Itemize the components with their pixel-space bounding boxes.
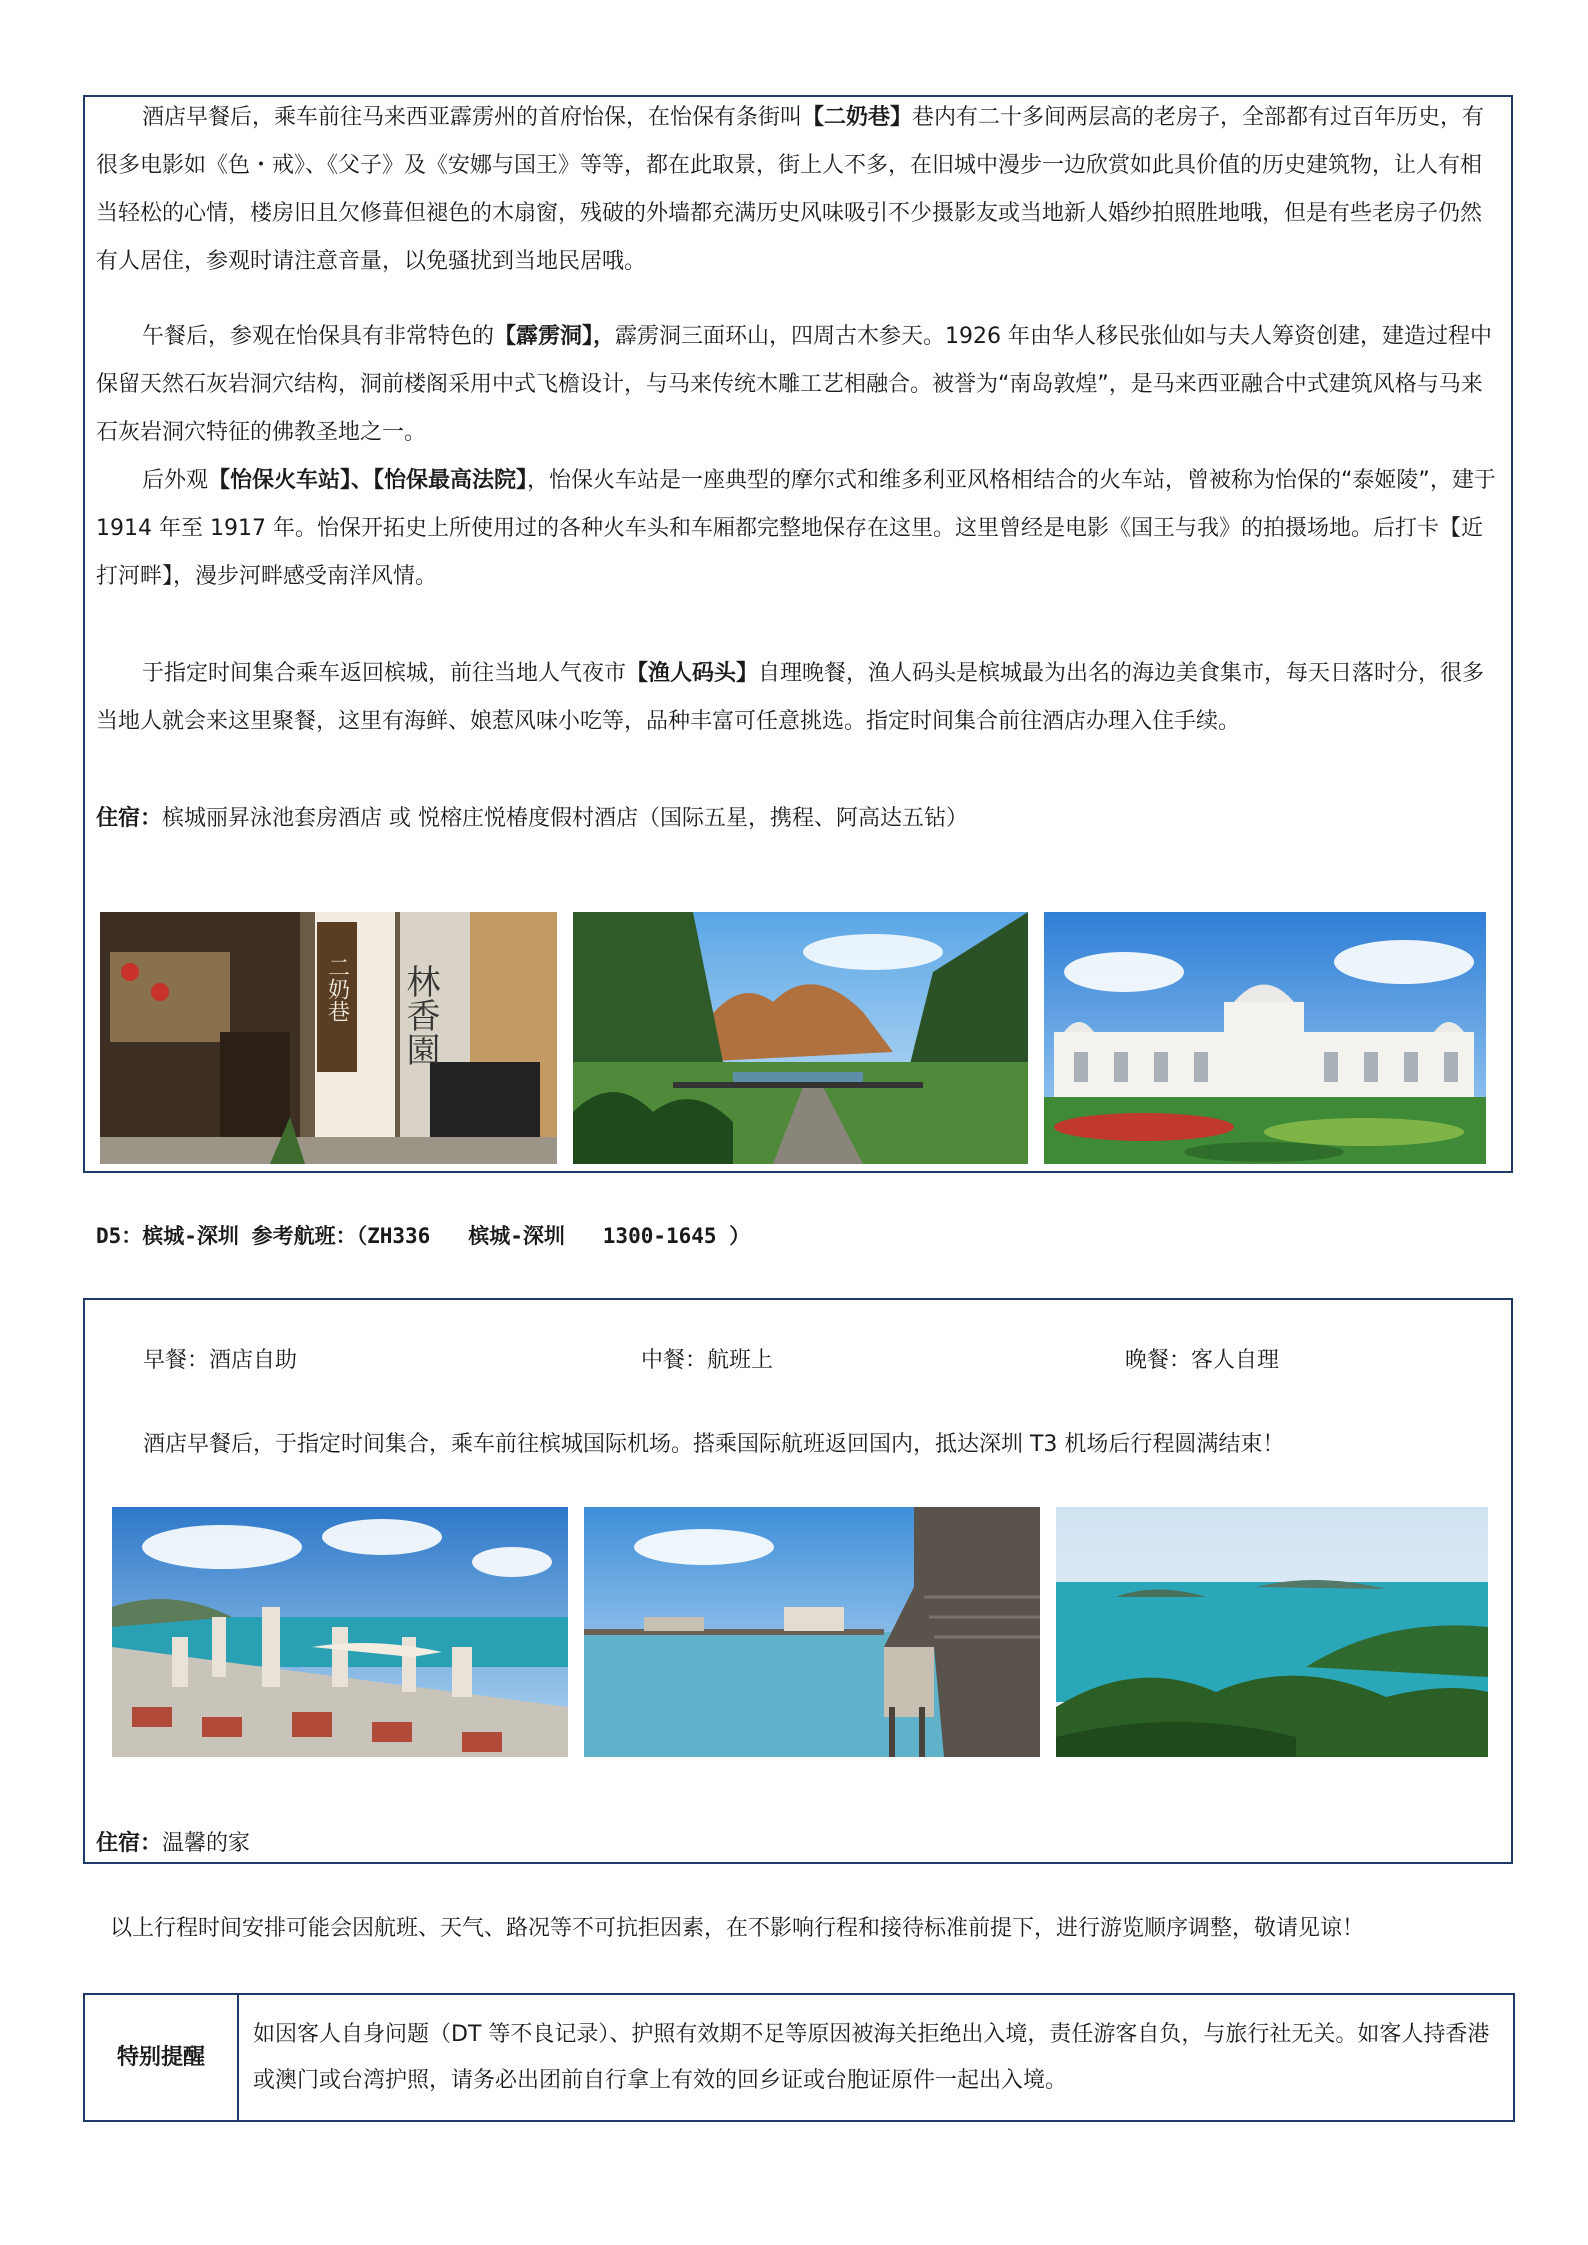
- day5-breakfast: 早餐：酒店自助: [143, 1348, 298, 1373]
- day4-paragraph-erlai-lane: 酒店早餐后，乘车前往马来西亚霹雳州的首府怡保，在怡保有条街叫【二奶巷】巷内有二十多间两层高的老房子，全部都有过百年历史，有很多电影如《色・戒》、《父子》及《安娜与国王》等等，都在此取景，街上人不多，在旧城中漫步一边欣赏如此具价值的历史建筑物，让人有相当轻松的心情，楼房旧且欠修葺但褪色的木扇窗，残破的外墙都充满历史风味吸引不少摄影友或当地新人婚纱拍照胜地哦，但是有些老房子仍然有人居住，参观时请注意音量，以免骚扰到当地民居哦。: [96, 105, 1485, 274]
- accommodation-value: 槟城丽昇泳池套房酒店 或 悦榕庄悦椿度假村酒店（国际五星，携程、阿高达五钻）: [162, 806, 969, 831]
- sign-text: 二奶巷: [324, 956, 350, 1022]
- day4-accommodation: [96, 804, 968, 834]
- accommodation-value: 温馨的家: [162, 1831, 251, 1856]
- accommodation-label: 住宿：: [96, 806, 163, 831]
- day4-paragraph-railway-station: 后外观【怡保火车站】、【怡保最高法院】，怡保火车站是一座典型的摩尔式和维多利亚风格相结合的火车站，曾被称为怡保的“泰姬陵”，建于 1914 年至 1917 年。怡保开拓史上所使用过的各种火车头和车厢都完整地保存在这里。这里曾经是电影《国王与我》的拍摄场地。后打卡【近打河畔】，漫步河畔感受南洋风情。: [96, 468, 1496, 589]
- day5-accommodation: [96, 1829, 250, 1859]
- day5-title: D5：槟城-深圳 参考航班：（ZH336 槟城-深圳 1300-1645 ）: [96, 1224, 751, 1248]
- schedule-adjustment-note: 以上行程时间安排可能会因航班、天气、路况等不可抗拒因素，在不影响行程和接待标准前提下，进行游览顺序调整，敬请见谅！: [110, 1916, 1365, 1941]
- bay-islands-photo: [1056, 1507, 1488, 1757]
- plaque-text: 林香園: [400, 964, 440, 1066]
- ipoh-railway-station-photo: [1044, 912, 1486, 1164]
- special-reminder-label: 特别提醒: [84, 1994, 238, 2121]
- old-street-photo: [100, 912, 557, 1164]
- special-reminder-text: 如因客人自身问题（DT 等不良记录）、护照有效期不足等原因被海关拒绝出入境，责任游客自负，与旅行社无关。如客人持香港或澳门或台湾护照，请务必出团前自行拿上有效的回乡证或台胞证原件一起出入境。: [238, 1994, 1514, 2121]
- day5-lunch: 中餐：航班上: [641, 1348, 774, 1373]
- day4-paragraph-fisherman-wharf: 于指定时间集合乘车返回槟城，前往当地人气夜市【渔人码头】自理晚餐，渔人码头是槟城最为出名的海边美食集市，每天日落时分，很多当地人就会来这里聚餐，这里有海鲜、娘惹风味小吃等，品种丰富可任意挑选。指定时间集合前往酒店办理入住手续。: [96, 661, 1485, 734]
- day4-paragraph-perak-cave: 午餐后，参观在怡保具有非常特色的【霹雳洞】，霹雳洞三面环山，四周古木参天。1926 年由华人移民张仙如与夫人筹资创建，建造过程中保留天然石灰岩洞穴结构，洞前楼阁采用中式飞檐设计，与马来传统木雕工艺相融合。被誉为“南岛敦煌”，是马来西亚融合中式建筑风格与马来石灰岩洞穴特征的佛教圣地之一。: [96, 324, 1493, 445]
- day5-dinner: 晚餐：客人自理: [1125, 1348, 1280, 1373]
- penang-city-coast-photo: [112, 1507, 568, 1757]
- accommodation-label: 住宿：: [96, 1831, 163, 1856]
- limestone-cave-photo: [573, 912, 1028, 1164]
- clan-jetty-photo: [584, 1507, 1040, 1757]
- special-reminder-table: [83, 1993, 1515, 2122]
- day5-description: 酒店早餐后，于指定时间集合，乘车前往槟城国际机场。搭乘国际航班返回国内，抵达深圳 T3 机场后行程圆满结束！: [143, 1432, 1285, 1457]
